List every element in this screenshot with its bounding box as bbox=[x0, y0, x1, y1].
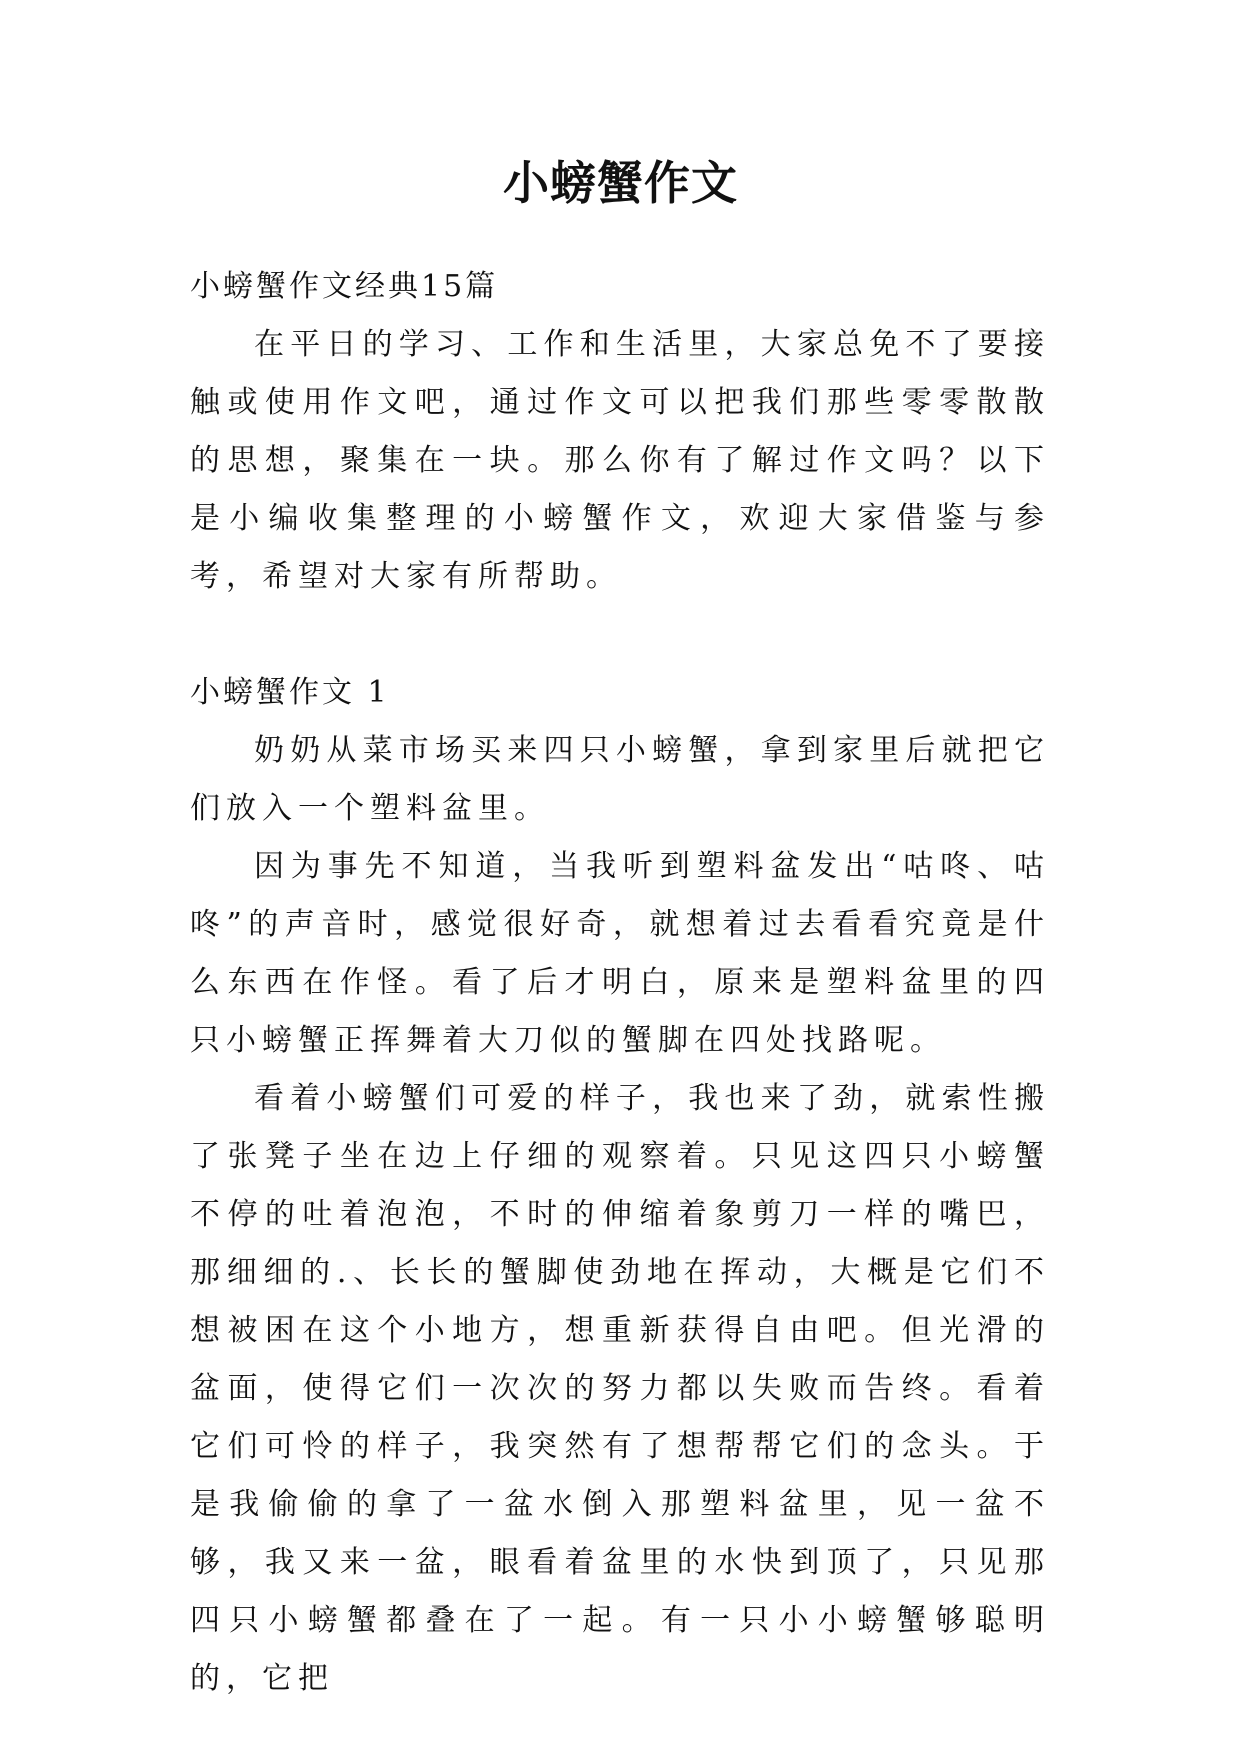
paragraph: 奶奶从菜市场买来四只小螃蟹，拿到家里后就把它们放入一个塑料盆里。 bbox=[190, 733, 1050, 826]
section-heading: 小螃蟹作文 1 bbox=[190, 675, 390, 710]
section-spacer bbox=[190, 606, 1050, 664]
paragraph: 因为事先不知道，当我听到塑料盆发出“咕咚、咕咚”的声音时，感觉很好奇，就想着过去看看究竟是什么东西在作怪。看了后才明白，原来是塑料盆里的四只小螃蟹正挥舞着大刀似的蟹脚在四处找路呢。 bbox=[190, 849, 1050, 1058]
document-body bbox=[190, 258, 1050, 1708]
subtitle: 小螃蟹作文经典15篇 bbox=[190, 269, 499, 304]
intro-paragraph: 在平日的学习、工作和生活里，大家总免不了要接触或使用作文吧，通过作文可以把我们那些零零散散的思想，聚集在一块。那么你有了解过作文吗？以下是小编收集整理的小螃蟹作文，欢迎大家借鉴与参考，希望对大家有所帮助。 bbox=[190, 327, 1050, 594]
paragraph: 看着小螃蟹们可爱的样子，我也来了劲，就索性搬了张凳子坐在边上仔细的观察着。只见这四只小螃蟹不停的吐着泡泡，不时的伸缩着象剪刀一样的嘴巴，那细细的.、长长的蟹脚使劲地在挥动，大概是它们不想被困在这个小地方，想重新获得自由吧。但光滑的盆面，使得它们一次次的努力都以失败而告终。看着它们可怜的样子，我突然有了想帮帮它们的念头。于是我偷偷的拿了一盆水倒入那塑料盆里，见一盆不够，我又来一盆，眼看着盆里的水快到顶了，只见那四只小螃蟹都叠在了一起。有一只小小螃蟹够聪明的，它把 bbox=[190, 1081, 1050, 1696]
document-title: 小螃蟹作文 bbox=[503, 156, 738, 210]
